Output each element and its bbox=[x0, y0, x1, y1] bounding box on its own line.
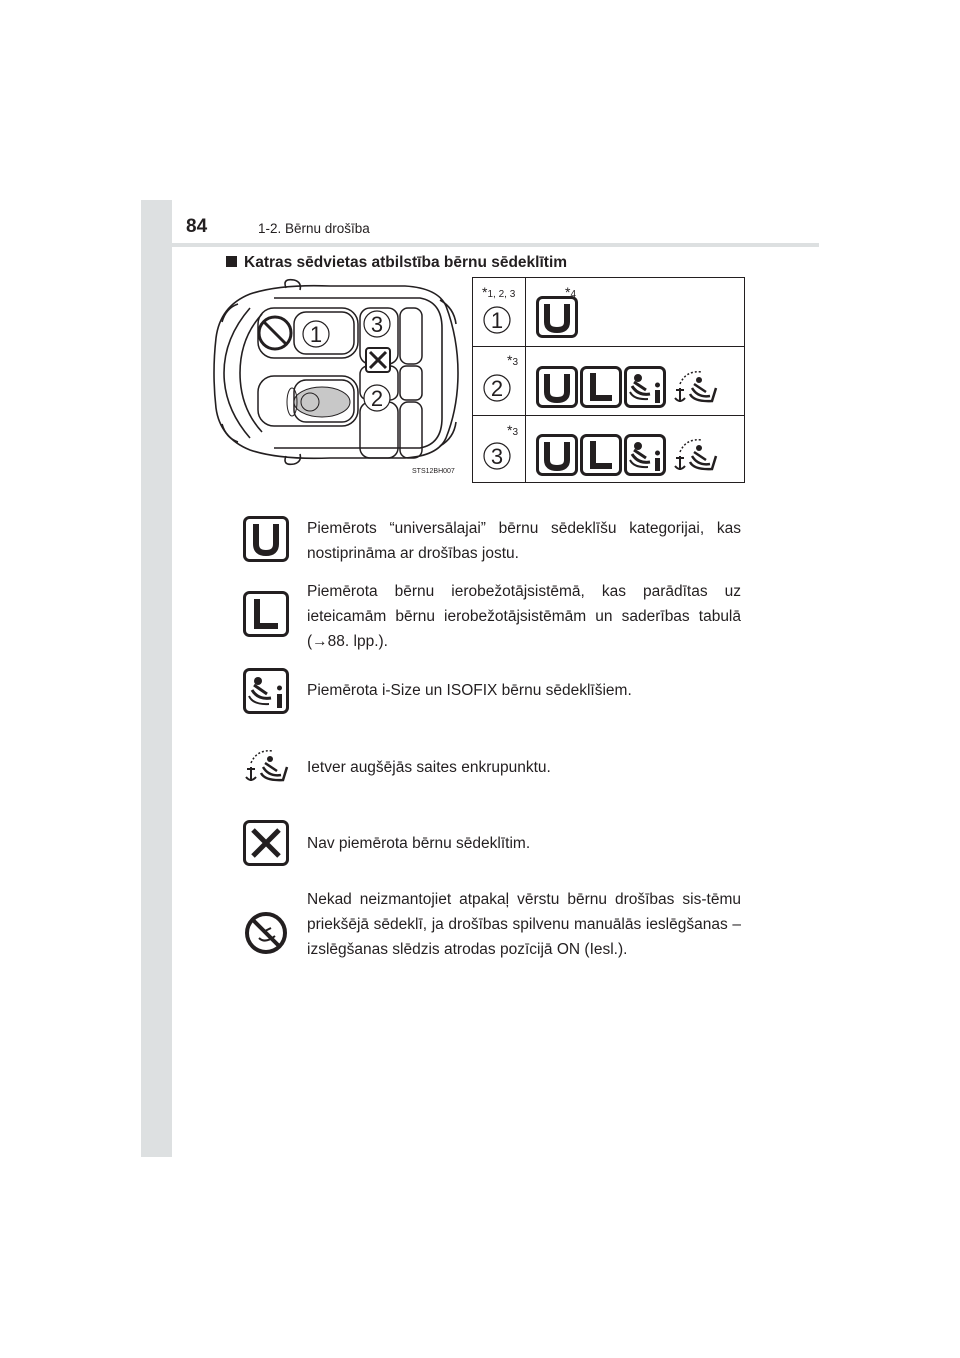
seat-number-1-icon bbox=[482, 306, 512, 334]
tether-anchor-icon bbox=[672, 366, 722, 408]
svg-text:3: 3 bbox=[370, 312, 384, 337]
table-note: *3 bbox=[507, 422, 519, 438]
legend-text: Ietver augšējās saites enkrupunktu. bbox=[307, 759, 551, 776]
no-rear-facing-icon bbox=[243, 910, 289, 956]
legend-text: Piemērota i-Size un ISOFIX bērnu sēdeklīšiem. bbox=[307, 682, 632, 699]
l-icon bbox=[243, 591, 289, 637]
table-divider bbox=[525, 278, 526, 482]
header-rule bbox=[141, 243, 819, 247]
svg-text:1: 1 bbox=[309, 322, 323, 347]
square-bullet-icon bbox=[226, 256, 237, 267]
table-divider bbox=[473, 415, 744, 416]
table-note: *3 bbox=[507, 352, 519, 368]
legend-text: Piemērots “universālajai” bērnu sēdeklīšu kategorijai, kas nostiprināma ar drošības jostu. bbox=[307, 520, 741, 562]
image-code: STS12BH007 bbox=[412, 468, 455, 475]
svg-text:3: 3 bbox=[490, 444, 504, 469]
chapter-title: 1-2. Bērnu drošība bbox=[258, 221, 370, 236]
svg-text:1: 1 bbox=[490, 308, 504, 333]
legend-text: Nekad neizmantojiet atpakaļ vērstu bērnu drošības sis-tēmu priekšējā sēdeklī, ja drošības spilvenu manuālās ieslēgšanas – izslēgšanas slēdzis atrodas pozīcijā ON (Iesl.). bbox=[307, 891, 741, 958]
tether-anchor-icon bbox=[243, 745, 293, 787]
section-title: Katras sēdvietas atbilstība bērnu sēdeklītim bbox=[244, 254, 568, 271]
tether-anchor-icon bbox=[672, 434, 722, 476]
seat-number-3-icon bbox=[482, 442, 512, 470]
svg-text:2: 2 bbox=[490, 376, 504, 401]
u-icon bbox=[536, 434, 578, 476]
i-size-icon bbox=[624, 434, 666, 476]
l-icon bbox=[580, 434, 622, 476]
car-seat-diagram bbox=[210, 278, 472, 468]
l-icon bbox=[580, 366, 622, 408]
u-icon bbox=[536, 366, 578, 408]
u-icon bbox=[536, 296, 578, 338]
legend-text: Piemērota bērnu ierobežotājsistēmā, kas parādītas uz ieteicamām bērnu ierobežotājsistēmām un saderības tabulā (→88. lpp.). bbox=[307, 583, 741, 650]
table-divider bbox=[473, 346, 744, 347]
x-box-icon bbox=[243, 820, 289, 866]
section-heading bbox=[226, 254, 567, 272]
svg-text:2: 2 bbox=[370, 386, 384, 411]
i-size-icon bbox=[243, 668, 289, 714]
u-icon bbox=[243, 516, 289, 562]
page-number: 84 bbox=[186, 216, 208, 237]
table-note: *4 bbox=[565, 284, 577, 300]
table-note: *1, 2, 3 bbox=[482, 284, 516, 300]
page-sidebar bbox=[141, 200, 172, 1157]
i-size-icon bbox=[624, 366, 666, 408]
seat-number-2-icon bbox=[482, 374, 512, 402]
legend-text: Nav piemērota bērnu sēdeklītim. bbox=[307, 835, 531, 852]
